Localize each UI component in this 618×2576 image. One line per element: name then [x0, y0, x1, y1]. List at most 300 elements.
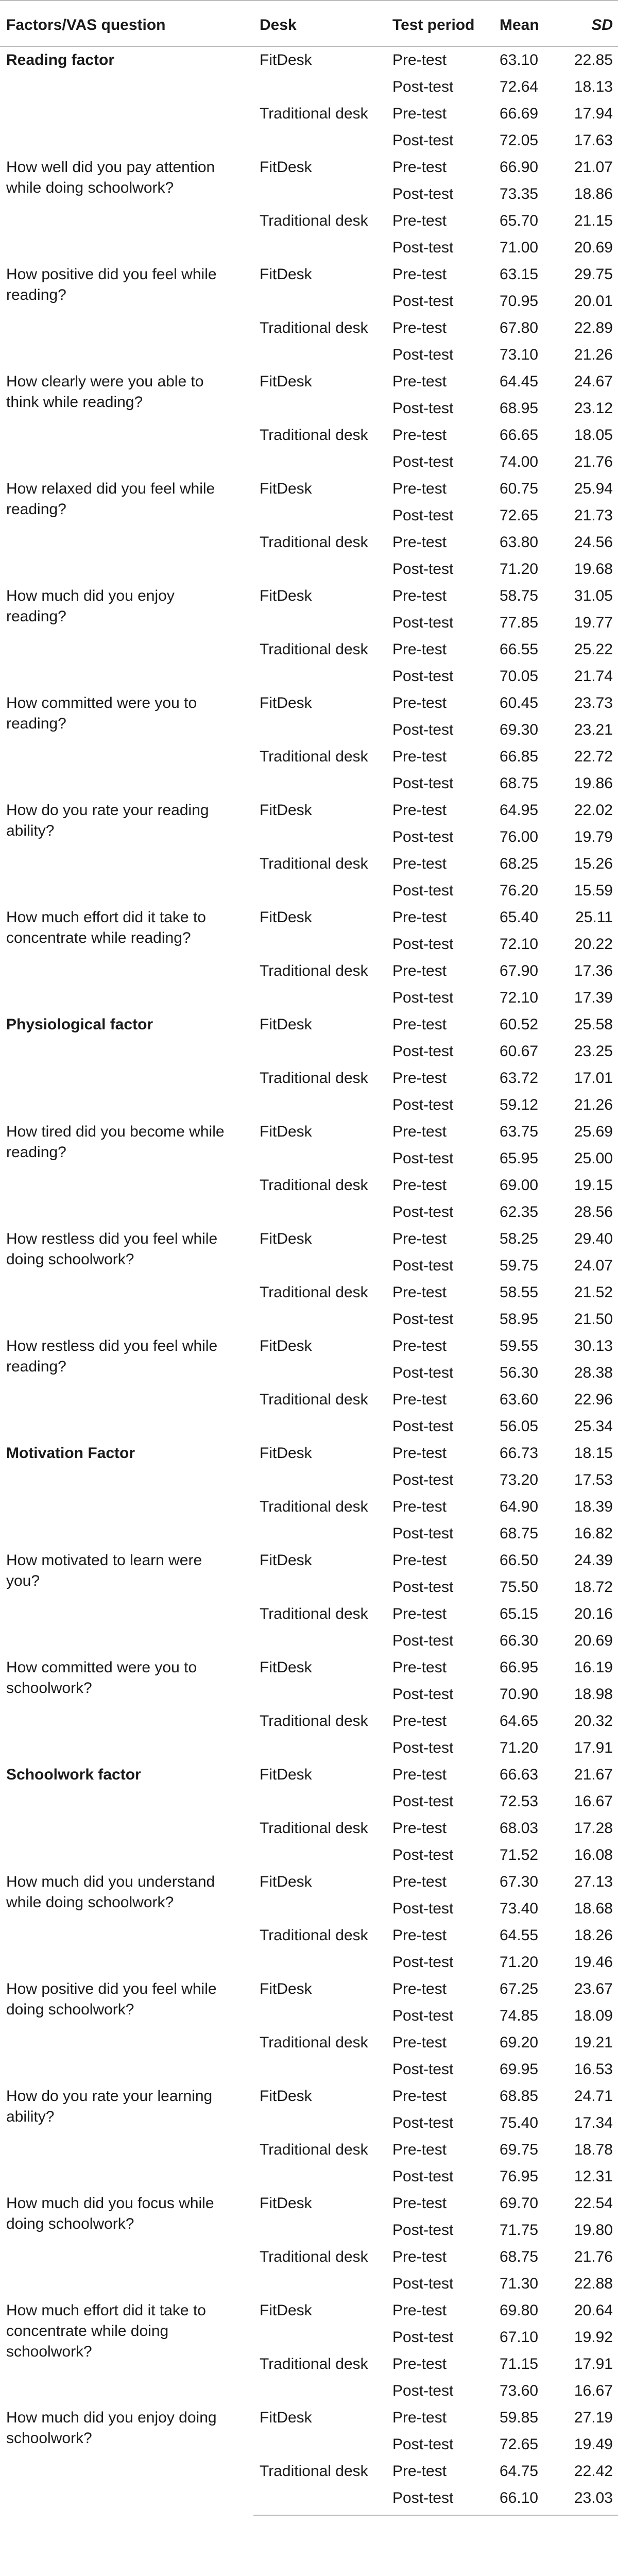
mean-cell: 71.52	[500, 1846, 539, 1863]
desk-cell: FitDesk	[260, 2088, 312, 2105]
desk-cell: FitDesk	[260, 480, 312, 497]
desk-cell	[253, 556, 386, 583]
mean-cell: 71.20	[500, 1954, 539, 1971]
mean-cell: 71.30	[500, 2275, 539, 2292]
table-row	[0, 2297, 618, 2324]
sd-cell: 23.25	[574, 1043, 613, 1060]
mean-cell: 68.95	[500, 400, 539, 417]
table-row	[0, 1118, 618, 1145]
table-row	[0, 797, 618, 824]
table-row	[0, 1011, 618, 1038]
test-period-cell: Post-test	[392, 1204, 454, 1221]
test-period-cell: Pre-test	[392, 534, 447, 551]
table-row	[0, 1976, 618, 2003]
sd-cell: 28.56	[574, 1204, 613, 1221]
sd-cell: 16.67	[574, 1793, 613, 1810]
table-row	[0, 1654, 618, 1681]
desk-cell: FitDesk	[260, 1659, 312, 1676]
test-period-cell: Post-test	[392, 2114, 454, 2131]
table-body	[0, 46, 618, 2515]
mean-cell: 72.53	[500, 1793, 539, 1810]
mean-cell: 59.75	[500, 1257, 539, 1274]
desk-cell	[253, 717, 386, 743]
test-period-cell: Post-test	[392, 668, 454, 685]
test-period-cell: Post-test	[392, 1257, 454, 1274]
mean-cell: 58.25	[500, 1230, 539, 1247]
desk-cell: Traditional desk	[260, 962, 368, 979]
table-row	[0, 1547, 618, 1574]
test-period-cell: Pre-test	[392, 1284, 447, 1301]
test-period-cell: Post-test	[392, 239, 454, 256]
mean-cell: 67.25	[500, 1980, 539, 1997]
desk-cell	[253, 1895, 386, 1922]
mean-cell: 69.70	[500, 2195, 539, 2212]
sd-cell: 28.38	[574, 1364, 613, 1381]
mean-cell: 64.90	[500, 1498, 539, 1515]
test-period-cell: Post-test	[392, 453, 454, 470]
sd-cell: 21.26	[574, 346, 613, 363]
mean-cell: 60.52	[500, 1016, 539, 1033]
desk-cell: FitDesk	[260, 694, 312, 711]
desk-cell	[253, 609, 386, 636]
desk-cell: Traditional desk	[260, 748, 368, 765]
table-row	[0, 690, 618, 717]
test-period-cell: Post-test	[392, 1364, 454, 1381]
desk-cell	[253, 824, 386, 851]
mean-cell: 72.10	[500, 989, 539, 1006]
sd-cell: 17.94	[574, 105, 613, 122]
desk-cell	[253, 1574, 386, 1601]
desk-cell	[253, 2378, 386, 2404]
test-period-cell: Post-test	[392, 775, 454, 792]
test-period-cell: Post-test	[392, 78, 454, 95]
test-period-cell: Pre-test	[392, 2034, 447, 2051]
sd-cell: 17.91	[574, 2355, 613, 2372]
test-period-cell: Pre-test	[392, 266, 447, 283]
table-row	[0, 46, 618, 74]
desk-cell	[253, 288, 386, 315]
factor-heading: Reading factor	[6, 52, 115, 69]
test-period-cell: Post-test	[392, 989, 454, 1006]
test-period-cell: Post-test	[392, 507, 454, 524]
sd-cell: 18.05	[574, 427, 613, 444]
desk-cell: FitDesk	[260, 802, 312, 819]
factor-heading: Physiological factor	[6, 1016, 153, 1033]
desk-cell	[253, 985, 386, 1011]
desk-cell	[253, 2056, 386, 2083]
sd-cell: 23.73	[574, 694, 613, 711]
sd-cell: 21.76	[574, 2248, 613, 2265]
desk-cell: FitDesk	[260, 1016, 312, 1033]
vas-question: How well did you pay attention while doing schoolwork?	[6, 159, 215, 196]
vas-question: How much effort did it take to concentrate while reading?	[6, 909, 206, 946]
desk-cell	[253, 1199, 386, 1226]
sd-cell: 21.67	[574, 1766, 613, 1783]
sd-cell: 24.07	[574, 1257, 613, 1274]
test-period-cell: Post-test	[392, 936, 454, 953]
sd-cell: 17.28	[574, 1820, 613, 1837]
mean-cell: 59.55	[500, 1337, 539, 1354]
vas-question: How motivated to learn were you?	[6, 1552, 202, 1589]
desk-cell: FitDesk	[260, 2409, 312, 2426]
sd-cell: 30.13	[574, 1337, 613, 1354]
sd-cell: 22.02	[574, 802, 613, 819]
mean-cell: 71.75	[500, 2222, 539, 2239]
table-row	[0, 2404, 618, 2431]
sd-cell: 20.69	[574, 1632, 613, 1649]
desk-cell: Traditional desk	[260, 1498, 368, 1515]
desk-cell	[253, 770, 386, 797]
sd-cell: 22.54	[574, 2195, 613, 2212]
mean-cell: 72.10	[500, 936, 539, 953]
test-period-cell: Pre-test	[392, 1498, 447, 1515]
desk-cell	[253, 74, 386, 100]
desk-cell: FitDesk	[260, 1552, 312, 1569]
mean-cell: 65.40	[500, 909, 539, 926]
mean-cell: 73.20	[500, 1471, 539, 1488]
test-period-cell: Post-test	[392, 1525, 454, 1542]
test-period-cell: Pre-test	[392, 319, 447, 336]
mean-cell: 63.80	[500, 534, 539, 551]
table-row	[0, 583, 618, 609]
sd-cell: 27.13	[574, 1873, 613, 1890]
mean-cell: 70.05	[500, 668, 539, 685]
test-period-cell: Post-test	[392, 1739, 454, 1756]
desk-cell	[253, 2431, 386, 2458]
test-period-cell: Pre-test	[392, 855, 447, 872]
desk-cell	[253, 2163, 386, 2190]
desk-cell: Traditional desk	[260, 2034, 368, 2051]
mean-cell: 58.75	[500, 587, 539, 604]
desk-cell: Traditional desk	[260, 641, 368, 658]
mean-cell: 63.10	[500, 52, 539, 69]
desk-cell	[253, 1092, 386, 1118]
mean-cell: 68.03	[500, 1820, 539, 1837]
test-period-cell: Post-test	[392, 2168, 454, 2185]
vas-question: How do you rate your learning ability?	[6, 2088, 213, 2125]
mean-cell: 74.85	[500, 2007, 539, 2024]
sd-cell: 20.64	[574, 2302, 613, 2319]
sd-cell: 22.96	[574, 1391, 613, 1408]
sd-cell: 24.56	[574, 534, 613, 551]
mean-cell: 66.50	[500, 1552, 539, 1569]
desk-cell	[253, 1252, 386, 1279]
desk-cell	[253, 1360, 386, 1386]
test-period-cell: Pre-test	[392, 1016, 447, 1033]
test-period-cell: Pre-test	[392, 1766, 447, 1783]
sd-cell: 19.80	[574, 2222, 613, 2239]
test-period-cell: Pre-test	[392, 480, 447, 497]
mean-cell: 63.72	[500, 1070, 539, 1087]
mean-cell: 62.35	[500, 1204, 539, 1221]
test-period-cell: Post-test	[386, 2485, 493, 2515]
table-row	[0, 261, 618, 288]
sd-cell: 21.07	[574, 159, 613, 176]
test-period-cell: Post-test	[392, 2061, 454, 2078]
mean-cell: 56.30	[500, 1364, 539, 1381]
test-period-cell: Post-test	[392, 882, 454, 899]
mean-cell: 68.25	[500, 855, 539, 872]
sd-cell: 23.03	[555, 2485, 618, 2515]
test-period-cell: Post-test	[392, 293, 454, 310]
test-period-cell: Pre-test	[392, 212, 447, 229]
sd-cell: 15.26	[574, 855, 613, 872]
sd-cell: 18.39	[574, 1498, 613, 1515]
header-desk: Desk	[253, 1, 386, 46]
sd-cell: 17.01	[574, 1070, 613, 1087]
sd-cell: 18.09	[574, 2007, 613, 2024]
mean-cell: 74.00	[500, 453, 539, 470]
test-period-cell: Pre-test	[392, 1177, 447, 1194]
test-period-cell: Post-test	[392, 1793, 454, 1810]
sd-cell: 19.49	[574, 2436, 613, 2453]
test-period-cell: Pre-test	[392, 1713, 447, 1730]
header-mean: Mean	[493, 1, 555, 46]
sd-cell: 22.88	[574, 2275, 613, 2292]
sd-cell: 23.67	[574, 1980, 613, 1997]
mean-cell: 72.65	[500, 507, 539, 524]
table-row	[0, 2190, 618, 2217]
test-period-cell: Post-test	[392, 2382, 454, 2399]
sd-cell: 25.58	[574, 1016, 613, 1033]
mean-cell: 68.75	[500, 775, 539, 792]
sd-cell: 24.67	[574, 373, 613, 390]
sd-cell: 25.11	[575, 909, 613, 926]
desk-cell: Traditional desk	[260, 2355, 368, 2372]
sd-cell: 22.85	[574, 52, 613, 69]
desk-cell: FitDesk	[260, 1980, 312, 1997]
desk-cell: Traditional desk	[260, 319, 368, 336]
test-period-cell: Pre-test	[392, 2248, 447, 2265]
mean-cell: 65.70	[500, 212, 539, 229]
desk-cell	[253, 931, 386, 958]
test-period-cell: Pre-test	[392, 105, 447, 122]
sd-cell: 23.12	[574, 400, 613, 417]
mean-cell: 58.55	[500, 1284, 539, 1301]
sd-cell: 16.53	[574, 2061, 613, 2078]
mean-cell: 64.45	[500, 373, 539, 390]
test-period-cell: Post-test	[392, 1418, 454, 1435]
mean-cell: 58.95	[500, 1311, 539, 1328]
desk-cell	[253, 342, 386, 368]
desk-cell: Traditional desk	[260, 427, 368, 444]
test-period-cell: Post-test	[392, 1096, 454, 1113]
sd-cell: 20.69	[574, 239, 613, 256]
test-period-cell: Pre-test	[392, 1659, 447, 1676]
sd-cell: 21.76	[574, 453, 613, 470]
desk-cell	[253, 2270, 386, 2297]
test-period-cell: Post-test	[392, 1311, 454, 1328]
table-row	[0, 154, 618, 181]
table-row	[0, 368, 618, 395]
test-period-cell: Post-test	[392, 614, 454, 631]
desk-cell: Traditional desk	[260, 1284, 368, 1301]
mean-cell: 69.95	[500, 2061, 539, 2078]
sd-cell: 18.72	[574, 1579, 613, 1596]
mean-cell: 66.55	[500, 641, 539, 658]
desk-cell	[253, 234, 386, 261]
mean-cell: 76.00	[500, 828, 539, 845]
test-period-cell: Pre-test	[392, 1230, 447, 1247]
desk-cell	[253, 2003, 386, 2029]
mean-cell: 77.85	[500, 614, 539, 631]
test-period-cell: Post-test	[392, 1632, 454, 1649]
test-period-cell: Pre-test	[392, 641, 447, 658]
test-period-cell: Pre-test	[392, 373, 447, 390]
mean-cell: 66.65	[500, 427, 539, 444]
test-period-cell: Pre-test	[392, 909, 447, 926]
mean-cell: 71.15	[500, 2355, 539, 2372]
test-period-cell: Pre-test	[392, 1070, 447, 1087]
test-period-cell: Pre-test	[392, 1873, 447, 1890]
desk-cell	[253, 502, 386, 529]
test-period-cell: Pre-test	[392, 2088, 447, 2105]
mean-cell: 72.05	[500, 132, 539, 149]
sd-cell: 19.21	[574, 2034, 613, 2051]
vas-question: How relaxed did you feel while reading?	[6, 480, 215, 518]
sd-cell: 16.08	[574, 1846, 613, 1863]
sd-cell: 19.77	[574, 614, 613, 631]
mean-cell: 66.73	[500, 1445, 539, 1462]
sd-cell: 19.15	[574, 1177, 613, 1194]
mean-cell: 75.40	[500, 2114, 539, 2131]
test-period-cell: Post-test	[392, 721, 454, 738]
desk-cell	[253, 1681, 386, 1708]
sd-cell: 21.73	[574, 507, 613, 524]
sd-cell: 17.34	[574, 2114, 613, 2131]
desk-cell: Traditional desk	[260, 105, 368, 122]
desk-cell	[253, 181, 386, 208]
mean-cell: 69.00	[500, 1177, 539, 1194]
mean-cell: 71.00	[500, 239, 539, 256]
desk-cell	[253, 1788, 386, 1815]
sd-cell: 24.71	[574, 2088, 613, 2105]
sd-cell: 15.59	[574, 882, 613, 899]
desk-cell: Traditional desk	[260, 1391, 368, 1408]
vas-question: How committed were you to reading?	[6, 694, 197, 732]
mean-cell: 70.90	[500, 1686, 539, 1703]
sd-cell: 16.67	[574, 2382, 613, 2399]
sd-cell: 16.82	[574, 1525, 613, 1542]
factor-heading: Motivation Factor	[6, 1445, 135, 1462]
desk-cell	[253, 1467, 386, 1494]
desk-cell	[253, 1038, 386, 1065]
mean-cell: 75.50	[500, 1579, 539, 1596]
desk-cell	[253, 1306, 386, 1333]
mean-cell: 69.30	[500, 721, 539, 738]
desk-cell	[253, 877, 386, 904]
sd-cell: 17.53	[574, 1471, 613, 1488]
sd-cell: 20.01	[574, 293, 613, 310]
mean-cell: 63.15	[500, 266, 539, 283]
mean-cell: 65.15	[500, 1605, 539, 1622]
sd-cell: 25.00	[574, 1150, 613, 1167]
mean-cell: 66.95	[500, 1659, 539, 1676]
vas-question: How much did you enjoy doing schoolwork?	[6, 2409, 217, 2447]
sd-cell: 20.32	[574, 1713, 613, 1730]
sd-cell: 21.52	[574, 1284, 613, 1301]
mean-cell: 65.95	[500, 1150, 539, 1167]
sd-cell: 17.91	[574, 1739, 613, 1756]
test-period-cell: Post-test	[392, 828, 454, 845]
sd-cell: 27.19	[574, 2409, 613, 2426]
desk-cell: Traditional desk	[260, 855, 368, 872]
test-period-cell: Pre-test	[392, 587, 447, 604]
desk-cell: FitDesk	[260, 266, 312, 283]
table-row	[0, 1226, 618, 1252]
test-period-cell: Post-test	[392, 2007, 454, 2024]
table-row	[0, 904, 618, 931]
mean-cell: 59.85	[500, 2409, 539, 2426]
vas-question: How much did you enjoy reading?	[6, 587, 175, 625]
vas-question: How much effort did it take to concentrate while doing schoolwork?	[6, 2302, 206, 2360]
table-header-row	[0, 1, 618, 46]
mean-cell: 60.45	[500, 694, 539, 711]
test-period-cell: Pre-test	[392, 52, 447, 69]
vas-question: How much did you understand while doing schoolwork?	[6, 1873, 215, 1911]
desk-cell: FitDesk	[260, 159, 312, 176]
desk-cell: FitDesk	[260, 2302, 312, 2319]
mean-cell: 66.85	[500, 748, 539, 765]
desk-cell	[253, 1842, 386, 1869]
test-period-cell: Post-test	[392, 561, 454, 578]
sd-cell: 17.36	[574, 962, 613, 979]
mean-cell: 66.90	[500, 159, 539, 176]
test-period-cell: Pre-test	[392, 2302, 447, 2319]
sd-cell: 16.19	[574, 1659, 613, 1676]
mean-cell: 68.75	[500, 1525, 539, 1542]
sd-cell: 21.15	[574, 212, 613, 229]
sd-cell: 18.98	[574, 1686, 613, 1703]
desk-cell	[253, 395, 386, 422]
test-period-cell: Pre-test	[392, 1927, 447, 1944]
sd-cell: 22.42	[574, 2463, 613, 2480]
sd-cell: 18.78	[574, 2141, 613, 2158]
desk-cell	[253, 1735, 386, 1761]
sd-cell: 18.13	[574, 78, 613, 95]
test-period-cell: Pre-test	[392, 159, 447, 176]
desk-cell: FitDesk	[260, 909, 312, 926]
sd-cell: 18.26	[574, 1927, 613, 1944]
mean-cell: 64.55	[500, 1927, 539, 1944]
mean-cell: 67.30	[500, 1873, 539, 1890]
test-period-cell: Pre-test	[392, 1337, 447, 1354]
mean-cell: 60.75	[500, 480, 539, 497]
mean-cell: 60.67	[500, 1043, 539, 1060]
test-period-cell: Post-test	[392, 1471, 454, 1488]
mean-cell: 56.05	[500, 1418, 539, 1435]
sd-cell: 17.39	[574, 989, 613, 1006]
sd-cell: 21.50	[574, 1311, 613, 1328]
desk-cell: Traditional desk	[260, 2141, 368, 2158]
test-period-cell: Post-test	[392, 346, 454, 363]
desk-cell: Traditional desk	[260, 2248, 368, 2265]
sd-cell: 25.69	[574, 1123, 613, 1140]
sd-cell: 19.92	[574, 2329, 613, 2346]
vas-question: How positive did you feel while reading?	[6, 266, 217, 303]
table-row	[0, 476, 618, 502]
vas-question: How much did you focus while doing schoolwork?	[6, 2195, 214, 2232]
mean-cell: 69.20	[500, 2034, 539, 2051]
desk-cell: FitDesk	[260, 373, 312, 390]
test-period-cell: Pre-test	[392, 2463, 447, 2480]
sd-cell: 12.31	[574, 2168, 613, 2185]
desk-cell: FitDesk	[260, 1123, 312, 1140]
desk-cell: Traditional desk	[260, 534, 368, 551]
factor-heading: Schoolwork factor	[6, 1766, 141, 1783]
desk-cell	[253, 2485, 386, 2515]
header-sd: SD	[555, 1, 618, 46]
